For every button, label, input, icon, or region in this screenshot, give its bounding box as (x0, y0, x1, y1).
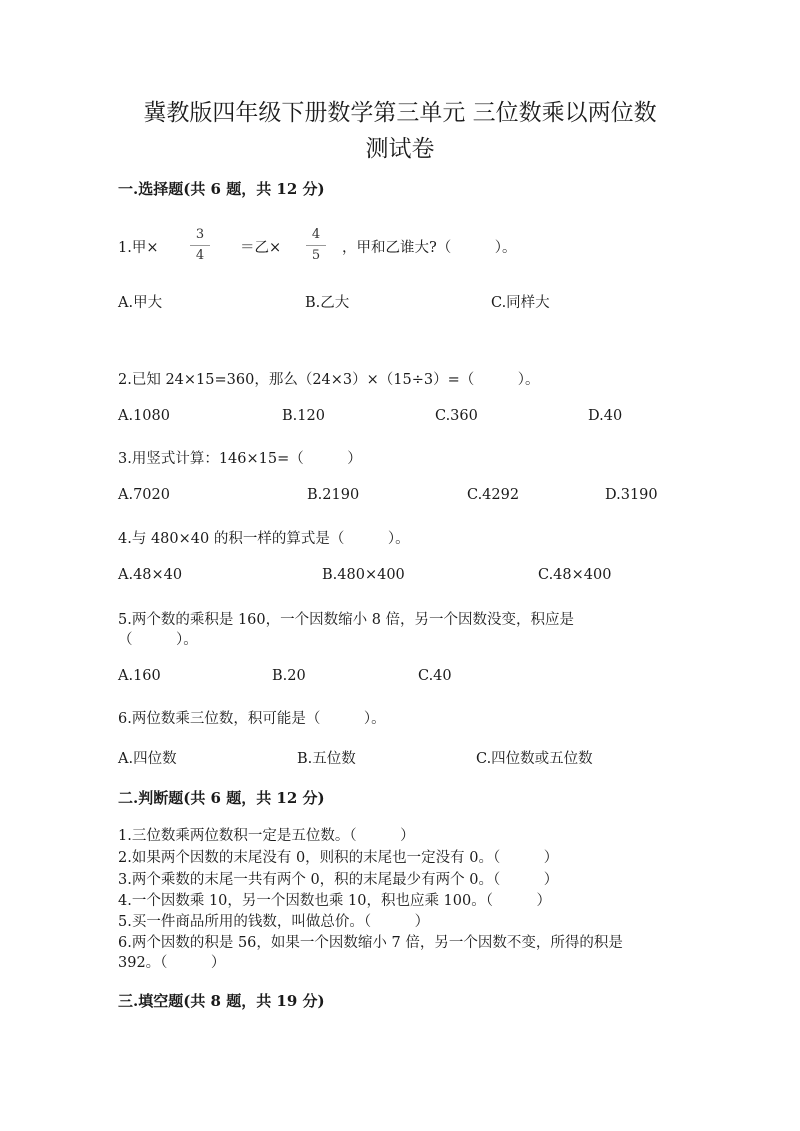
q5-option-b[interactable]: B.20 (272, 668, 306, 684)
q6-text: 6.两位数乘三位数，积可能是（ ）。 (118, 711, 386, 727)
q2-option-b[interactable]: B.120 (282, 408, 325, 424)
tf-item-4: 4.一个因数乘 10，另一个因数也乘 10，积也应乘 100。（ ） (118, 893, 551, 909)
tf-item-2: 2.如果两个因数的末尾没有 0，则积的末尾也一定没有 0。（ ） (118, 850, 559, 866)
page-title-line1: 冀教版四年级下册数学第三单元 三位数乘以两位数 (143, 100, 657, 126)
q5-text-line2: （ ）。 (118, 632, 198, 648)
q3-option-b[interactable]: B.2190 (307, 487, 360, 503)
q1-part2: ＝乙× (240, 240, 282, 256)
q3-option-d[interactable]: D.3190 (605, 487, 658, 503)
q1-part1: 1.甲× (118, 240, 159, 256)
q3-text: 3.用竖式计算：146×15=（ ） (118, 451, 362, 467)
q5-option-c[interactable]: C.40 (418, 668, 452, 684)
q1-fraction-2-numerator: 4 (311, 227, 321, 242)
section-heading-true-false: 二.判断题(共 6 题，共 12 分) (118, 789, 325, 807)
q2-option-d[interactable]: D.40 (588, 408, 623, 424)
tf-item-6-line1: 6.两个因数的积是 56，如果一个因数缩小 7 倍，另一个因数不变，所得的积是 (118, 935, 623, 951)
section-heading-fill-blank: 三.填空题(共 8 题，共 19 分) (118, 992, 325, 1010)
q1-option-c[interactable]: C.同样大 (491, 295, 550, 311)
tf-item-3: 3.两个乘数的末尾一共有两个 0，积的末尾最少有两个 0。（ ） (118, 872, 559, 888)
q1-fraction-2-denominator: 5 (311, 248, 321, 263)
q4-option-a[interactable]: A.48×40 (118, 567, 183, 583)
q1-fraction-1 (188, 226, 212, 265)
q1-fraction-2 (304, 226, 328, 265)
tf-item-1: 1.三位数乘两位数积一定是五位数。（ ） (118, 828, 415, 844)
q6-option-a[interactable]: A.四位数 (118, 751, 177, 767)
tf-item-6-line2: 392。（ ） (118, 955, 226, 971)
q5-text-line1: 5.两个数的乘积是 160，一个因数缩小 8 倍，另一个因数没变，积应是 (118, 612, 575, 628)
q5-option-a[interactable]: A.160 (118, 668, 161, 684)
q2-text: 2.已知 24×15=360，那么（24×3）×（15÷3）=（ ）。 (118, 372, 540, 388)
q1-fraction-1-denominator: 4 (195, 248, 205, 263)
fraction-bar (190, 245, 210, 246)
q3-option-a[interactable]: A.7020 (118, 487, 170, 503)
page-title-line2: 测试卷 (365, 136, 435, 162)
q1-fraction-1-numerator: 3 (195, 227, 205, 242)
section-heading-choice: 一.选择题(共 6 题，共 12 分) (118, 180, 325, 198)
tf-item-5: 5.买一件商品所用的钱数，叫做总价。（ ） (118, 914, 430, 930)
q6-option-b[interactable]: B.五位数 (297, 751, 356, 767)
q1-option-a[interactable]: A.甲大 (118, 295, 163, 311)
q2-option-a[interactable]: A.1080 (118, 408, 170, 424)
q4-option-b[interactable]: B.480×400 (322, 567, 405, 583)
q6-option-c[interactable]: C.四位数或五位数 (476, 751, 593, 767)
q4-text: 4.与 480×40 的积一样的算式是（ ）。 (118, 531, 410, 547)
q3-option-c[interactable]: C.4292 (467, 487, 520, 503)
fraction-bar (306, 245, 326, 246)
q4-option-c[interactable]: C.48×400 (538, 567, 612, 583)
q1-option-b[interactable]: B.乙大 (305, 295, 350, 311)
q2-option-c[interactable]: C.360 (435, 408, 478, 424)
q1-part3: ，甲和乙谁大?（ ）。 (342, 240, 517, 256)
